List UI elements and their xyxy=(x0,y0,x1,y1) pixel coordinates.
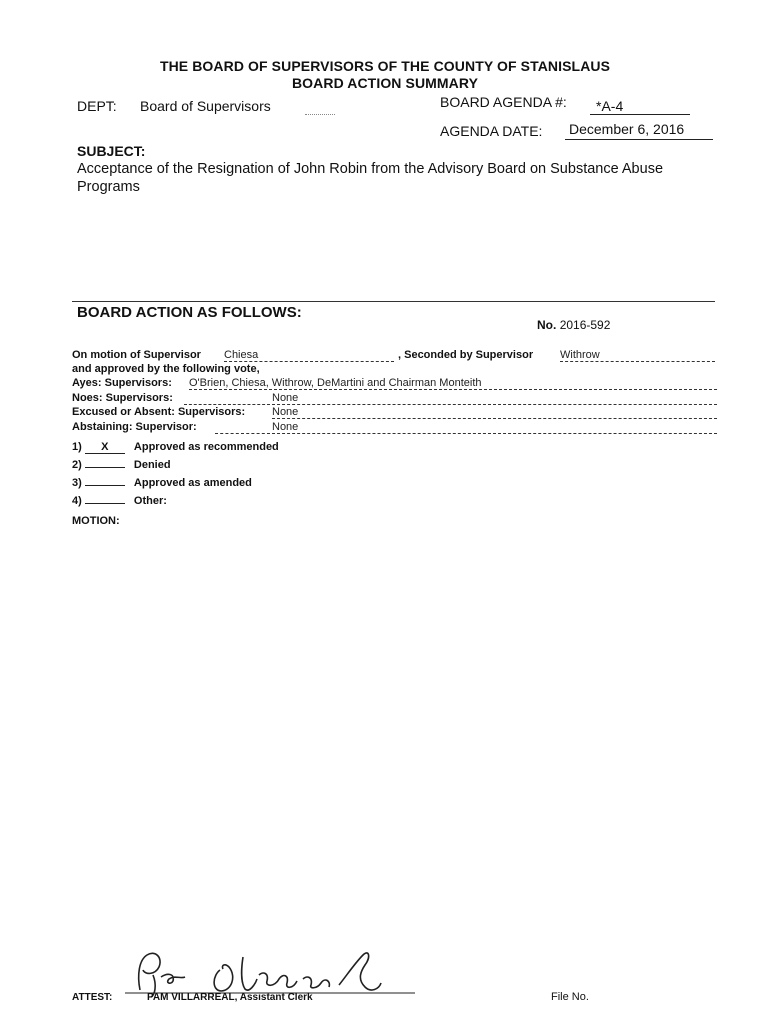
option-number: 2) xyxy=(72,459,82,471)
abstaining-line xyxy=(72,421,717,435)
seconded-label: , Seconded by Supervisor xyxy=(398,349,534,361)
dept-label: DEPT: xyxy=(77,98,117,114)
action-number xyxy=(537,318,610,332)
subject-text: Acceptance of the Resignation of John Robin from the Advisory Board on Substance Abuse Programs xyxy=(77,161,664,195)
excused-line xyxy=(72,406,717,420)
board-action-title: BOARD ACTION AS FOLLOWS: xyxy=(77,304,302,321)
attest-label: ATTEST: xyxy=(72,992,113,1003)
motion-line xyxy=(72,349,717,363)
dept-value: Board of Supervisors xyxy=(140,98,271,114)
ayes-value: O'Brien, Chiesa, Withrow, DeMartini and Chairman Monteith xyxy=(189,377,717,390)
seconded-value: Withrow xyxy=(560,349,715,362)
action-number-label: No. xyxy=(537,318,557,332)
noes-label: Noes: Supervisors: xyxy=(72,392,173,404)
motion-label: On motion of Supervisor xyxy=(72,349,201,361)
motion-heading: MOTION: xyxy=(72,515,120,527)
option-number: 3) xyxy=(72,477,82,489)
excused-value: None xyxy=(272,406,717,419)
option-other[interactable] xyxy=(72,495,167,511)
noes-value: None xyxy=(272,392,717,405)
agenda-number-underline xyxy=(590,114,690,115)
option-mark xyxy=(85,503,125,504)
option-mark xyxy=(85,467,125,468)
option-denied[interactable] xyxy=(72,459,171,475)
subject-label: SUBJECT: xyxy=(77,143,146,159)
option-label: Approved as amended xyxy=(133,477,252,489)
signature-icon xyxy=(125,935,415,1000)
option-mark xyxy=(85,485,125,486)
approved-vote-text: and approved by the following vote, xyxy=(72,363,260,375)
agenda-date-label: AGENDA DATE: xyxy=(440,123,543,139)
action-number-value: 2016-592 xyxy=(559,318,611,332)
option-label: Other: xyxy=(133,495,167,507)
dept-underline xyxy=(305,114,335,115)
abstaining-label: Abstaining: Supervisor: xyxy=(72,421,197,433)
motion-value: Chiesa xyxy=(224,349,394,362)
option-label: Denied xyxy=(133,459,171,471)
file-number-label: File No. xyxy=(551,991,589,1003)
agenda-number-label: BOARD AGENDA #: xyxy=(440,94,567,110)
option-mark: X xyxy=(85,441,125,454)
ayes-label: Ayes: Supervisors: xyxy=(72,377,172,389)
abstaining-leader xyxy=(215,421,270,434)
section-divider xyxy=(72,301,715,302)
option-number: 1) xyxy=(72,441,82,453)
option-label: Approved as recommended xyxy=(133,441,279,453)
option-approved-as-recommended[interactable] xyxy=(72,441,279,457)
document-subtitle: BOARD ACTION SUMMARY xyxy=(291,75,479,91)
agenda-date-value: December 6, 2016 xyxy=(569,121,685,137)
noes-line xyxy=(72,392,717,406)
agenda-number-value: *A-4 xyxy=(596,98,624,114)
option-number: 4) xyxy=(72,495,82,507)
excused-label: Excused or Absent: Supervisors: xyxy=(72,406,246,418)
option-approved-as-amended[interactable] xyxy=(72,477,252,493)
document-title: THE BOARD OF SUPERVISORS OF THE COUNTY OF STANISLAUS xyxy=(159,58,611,74)
agenda-date-underline xyxy=(565,139,713,140)
noes-leader xyxy=(184,392,270,405)
ayes-line xyxy=(72,377,717,391)
clerk-name: PAM VILLARREAL, Assistant Clerk xyxy=(147,992,313,1003)
abstaining-value: None xyxy=(272,421,717,434)
